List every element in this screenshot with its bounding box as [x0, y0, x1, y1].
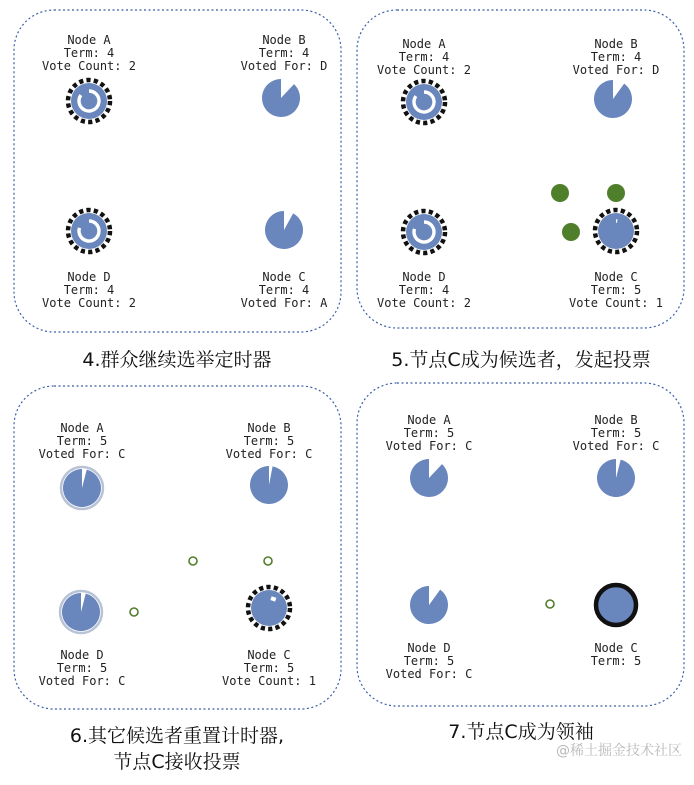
node-vote-info: Voted For: C — [39, 674, 126, 688]
node-term: Term: 4 — [399, 283, 450, 297]
vote-reply-message — [264, 557, 272, 565]
node-term: Term: 5 — [404, 654, 455, 668]
node-vote-info: Vote Count: 2 — [377, 296, 471, 310]
node-name: Node A — [402, 37, 446, 51]
node-vote-info: Voted For: D — [573, 63, 660, 77]
node-body — [251, 590, 287, 626]
node-name: Node B — [247, 421, 290, 435]
node-label-d — [39, 648, 126, 688]
node-b-circle — [597, 459, 635, 497]
node-term: Term: 4 — [259, 283, 310, 297]
node-term: Term: 4 — [64, 283, 115, 297]
node-label-c — [569, 270, 663, 310]
node-body — [406, 214, 442, 250]
node-label-a — [386, 413, 473, 453]
message-dot — [607, 184, 625, 202]
panel-5 — [357, 10, 684, 328]
node-name: Node B — [594, 413, 637, 427]
node-d-circle — [403, 211, 445, 253]
node-vote-info: Vote Count: 1 — [222, 674, 316, 688]
node-name: Node B — [594, 37, 637, 51]
node-a-circle — [410, 459, 448, 497]
panel-caption-6-line2: 节点C接收投票 — [113, 750, 240, 773]
node-b-circle — [262, 79, 300, 117]
node-label-c — [241, 270, 328, 310]
node-name: Node C — [594, 270, 637, 284]
node-name: Node C — [594, 641, 637, 655]
node-label-a — [39, 421, 126, 461]
node-label-c — [591, 641, 642, 668]
node-name: Node D — [407, 641, 450, 655]
node-term: Term: 4 — [591, 50, 642, 64]
node-body — [62, 593, 100, 631]
node-term: Term: 5 — [244, 434, 295, 448]
message-dot — [562, 223, 580, 241]
node-term: Term: 4 — [259, 46, 310, 60]
message-dot — [551, 184, 569, 202]
node-term: Term: 4 — [399, 50, 450, 64]
node-name: Node A — [407, 413, 451, 427]
node-label-b — [573, 37, 660, 77]
node-name: Node D — [60, 648, 103, 662]
node-body — [250, 466, 288, 504]
node-b-circle — [250, 466, 288, 504]
node-label-a — [42, 33, 136, 73]
node-name: Node D — [67, 270, 110, 284]
node-label-d — [386, 641, 473, 681]
node-d-circle — [410, 586, 448, 624]
node-term: Term: 5 — [591, 654, 642, 668]
panel-caption-5: 5.节点C成为候选者，发起投票 — [391, 348, 650, 371]
node-term: Term: 5 — [57, 661, 108, 675]
node-label-d — [377, 270, 471, 310]
node-body — [598, 213, 634, 249]
node-body — [406, 84, 442, 120]
node-vote-info: Vote Count: 1 — [569, 296, 663, 310]
node-c-circle — [248, 587, 290, 629]
node-d-circle — [60, 591, 102, 633]
node-term: Term: 5 — [57, 434, 108, 448]
node-name: Node A — [60, 421, 104, 435]
panel-4 — [14, 10, 341, 332]
vote-reply-message — [130, 608, 138, 616]
panel-6 — [14, 386, 341, 709]
panel-caption-6-line1: 6.其它候选者重置计时器, — [70, 725, 284, 747]
node-term: Term: 5 — [591, 283, 642, 297]
request-vote-message — [551, 184, 569, 202]
node-body — [265, 211, 303, 249]
node-b-circle — [594, 80, 632, 118]
node-vote-info: Voted For: C — [573, 439, 660, 453]
node-vote-info: Vote Count: 2 — [42, 296, 136, 310]
node-term: Term: 5 — [404, 426, 455, 440]
node-label-a — [377, 37, 471, 77]
watermark: @稀土掘金技术社区 — [556, 742, 682, 759]
node-body — [594, 80, 632, 118]
message-dot — [130, 608, 138, 616]
node-name: Node C — [262, 270, 305, 284]
node-label-b — [573, 413, 660, 453]
node-c-circle — [595, 210, 637, 252]
panel-caption-7: 7.节点C成为领袖 — [448, 720, 593, 743]
node-name: Node C — [247, 648, 290, 662]
node-vote-info: Vote Count: 2 — [377, 63, 471, 77]
message-dot — [546, 600, 554, 608]
node-vote-info: Voted For: D — [241, 59, 328, 73]
node-body — [71, 213, 107, 249]
node-c-circle — [265, 211, 303, 249]
node-name: Node A — [67, 33, 111, 47]
vote-reply-message — [189, 557, 197, 565]
node-c-circle — [596, 585, 636, 625]
request-vote-message — [607, 184, 625, 202]
node-body — [410, 459, 448, 497]
node-vote-info: Voted For: A — [241, 296, 328, 310]
node-term: Term: 5 — [244, 661, 295, 675]
panel-7 — [357, 383, 684, 706]
node-label-d — [42, 270, 136, 310]
node-vote-info: Voted For: C — [39, 447, 126, 461]
node-vote-info: Voted For: C — [386, 667, 473, 681]
node-body — [262, 79, 300, 117]
node-label-b — [241, 33, 328, 73]
message-dot — [264, 557, 272, 565]
node-name: Node B — [262, 33, 305, 47]
node-a-circle — [68, 80, 110, 122]
node-a-circle — [403, 81, 445, 123]
panel-caption-4: 4.群众继续选举定时器 — [82, 349, 271, 371]
node-vote-info: Vote Count: 2 — [42, 59, 136, 73]
request-vote-message — [562, 223, 580, 241]
node-a-circle — [61, 467, 103, 509]
node-body — [63, 469, 101, 507]
node-label-c — [222, 648, 316, 688]
node-vote-info: Voted For: C — [386, 439, 473, 453]
node-body — [597, 459, 635, 497]
node-label-b — [226, 421, 313, 461]
leader-node-body — [596, 585, 636, 625]
node-body — [71, 83, 107, 119]
node-body — [410, 586, 448, 624]
node-name: Node D — [402, 270, 445, 284]
node-term: Term: 4 — [64, 46, 115, 60]
message-dot — [189, 557, 197, 565]
node-d-circle — [68, 210, 110, 252]
node-vote-info: Voted For: C — [226, 447, 313, 461]
node-term: Term: 5 — [591, 426, 642, 440]
heartbeat-message — [546, 600, 554, 608]
